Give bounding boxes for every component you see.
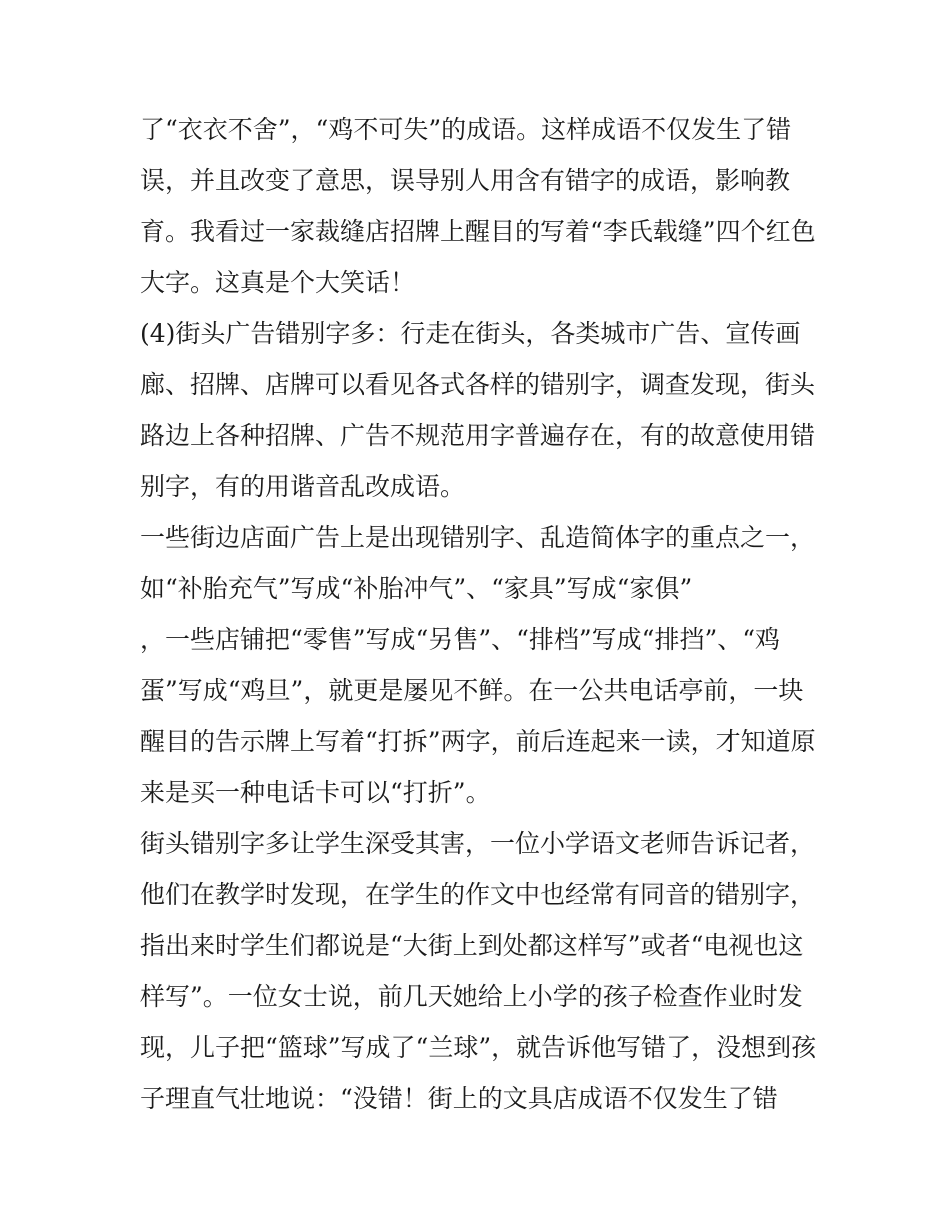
text-line: 大字。这真是个大笑话！ [140,268,416,297]
text-line: 别字，有的用谐音乱改成语。 [140,472,466,501]
text-line: 指出来时学生们都说是“大街上到处都这样写”或者“电视也这 [140,931,804,960]
text-line: (4)街头广告错别字多：行走在街头，各类城市广告、宣传画 [140,319,801,348]
text-line: 了“衣衣不舍”，“鸡不可失”的成语。这样成语不仅发生了错 [140,115,792,144]
body-text [140,104,820,1124]
text-line: 路边上各种招牌、广告不规范用字普遍存在，有的故意使用错 [140,421,816,450]
text-line: ，一些店铺把“零售”写成“另售”、“排档”写成“排挡”、“鸡 [140,625,781,654]
text-line: 现，儿子把“篮球”写成了“兰球”，就告诉他写错了，没想到孩 [140,1033,817,1062]
text-line: 醒目的告示牌上写着“打拆”两字，前后连起来一读，才知道原 [140,727,816,756]
text-line: 蛋”写成“鸡旦”，就更是屡见不鲜。在一公共电话亭前，一块 [140,676,804,705]
text-line: 一些街边店面广告上是出现错别字、乱造简体字的重点之一， [140,523,816,552]
text-line: 误，并且改变了意思，误导别人用含有错字的成语，影响教 [140,166,791,195]
text-line: 廊、招牌、店牌可以看见各式各样的错别字，调查发现，街头 [140,370,816,399]
text-line: 育。我看过一家裁缝店招牌上醒目的写着“李氏载缝”四个红色 [140,217,816,246]
text-line: 子理直气壮地说：“没错！街上的文具店成语不仅发生了错 [140,1084,778,1113]
text-line: 街头错别字多让学生深受其害，一位小学语文老师告诉记者， [140,829,816,858]
text-line: 样写”。一位女士说，前几天她给上小学的孩子检查作业时发 [140,982,803,1011]
text-line: 如“补胎充气”写成“补胎冲气”、“家具”写成“家俱” [140,574,693,603]
text-line: 来是买一种电话卡可以“打折”。 [140,778,491,807]
text-line: 他们在教学时发现，在学生的作文中也经常有同音的错别字， [140,880,816,909]
